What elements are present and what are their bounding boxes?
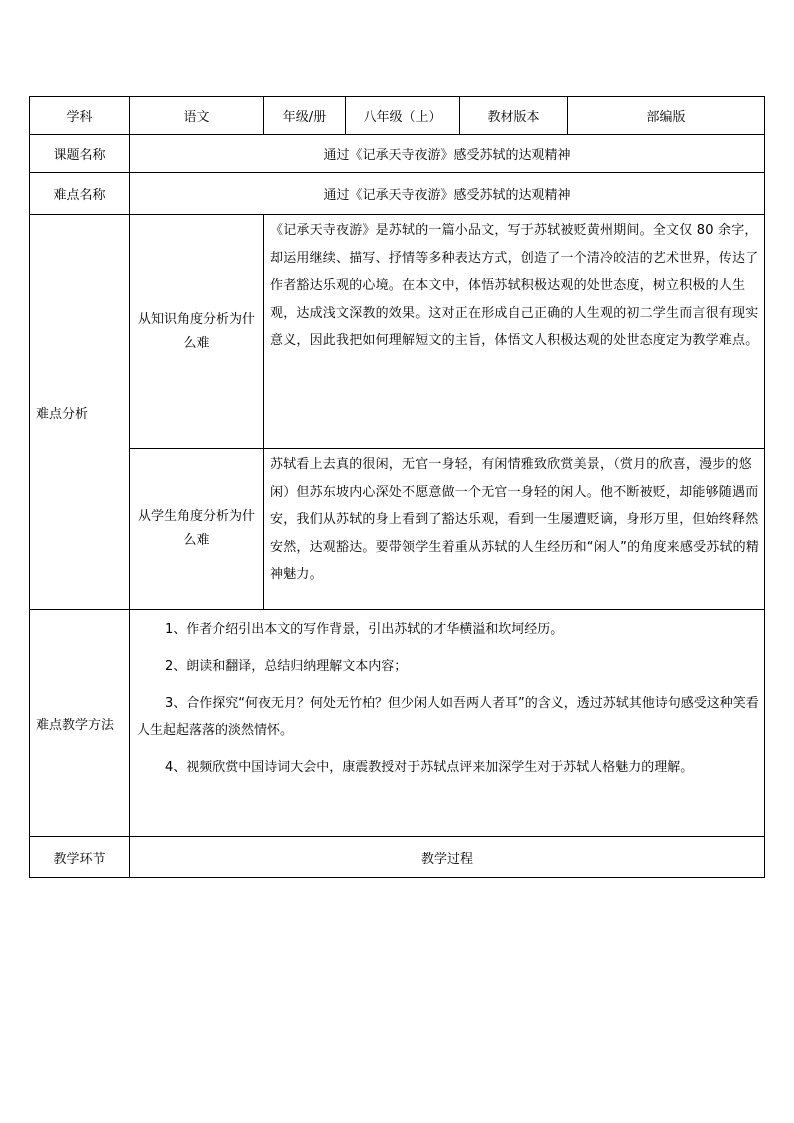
topic-label: 课题名称 [30,135,130,173]
lesson-design-table [29,96,765,878]
knowledge-angle-label: 从知识角度分析为什么难 [130,215,264,449]
process-row [30,837,765,878]
edition-label: 教材版本 [460,97,568,135]
knowledge-angle-text: 《记承天寺夜游》是苏轼的一篇小品文，写于苏轼被贬黄州期间。全文仅 80 余字，却运用继续、描写、抒情等多种表达方式，创造了一个清冷皎洁的艺术世界，传达了作者豁达乐观的心境。在本文中，体悟苏轼积极达观的处世态度，树立积极的人生观，达成浅文深教的效果。这对正在形成自己正确的人生观的初二学生而言很有现实意义，因此我把如何理解短文的主旨，体悟文人积极达观的处世态度定为教学难点。 [264,215,765,449]
analysis-label: 难点分析 [30,215,130,610]
process-label: 教学环节 [30,837,130,878]
analysis-student-row [30,449,765,610]
difficulty-label: 难点名称 [30,173,130,215]
method-item: 1、作者介绍引出本文的写作背景，引出苏轼的才华横溢和坎坷经历。 [165,622,564,637]
topic-value: 通过《记承天寺夜游》感受苏轼的达观精神 [130,135,765,173]
analysis-knowledge-row [30,215,765,449]
method-item: 2、朗读和翻译，总结归纳理解文本内容； [165,659,408,674]
methods-label: 难点教学方法 [30,610,130,837]
subject-label: 学科 [30,97,130,135]
grade-label: 年级/册 [264,97,346,135]
student-angle-text: 苏轼看上去真的很闲，无官一身轻，有闲情雅致欣赏美景，（赏月的欣喜，漫步的悠闲）但苏东坡内心深处不愿意做一个无官一身轻的闲人。他不断被贬，却能够随遇而安，我们从苏轼的身上看到了豁达乐观，看到一生屡遭贬谪，身形万里，但始终释然安然，达观豁达。要带领学生着重从苏轼的人生经历和“闲人”的角度来感受苏轼的精神魅力。 [264,449,765,610]
methods-list [130,610,765,837]
methods-row [30,610,765,837]
topic-row [30,135,765,173]
edition-value: 部编版 [568,97,765,135]
grade-value: 八年级（上） [346,97,460,135]
difficulty-row [30,173,765,215]
process-value: 教学过程 [130,837,765,878]
student-angle-label: 从学生角度分析为什么难 [130,449,264,610]
header-row [30,97,765,135]
subject-value: 语文 [130,97,264,135]
difficulty-value: 通过《记承天寺夜游》感受苏轼的达观精神 [130,173,765,215]
method-item: 3、合作探究“何夜无月？何处无竹柏？但少闲人如吾两人者耳”的含义，透过苏轼其他诗句感受这种笑看人生起起落落的淡然情怀。 [137,696,759,738]
method-item: 4、视频欣赏中国诗词大会中，康震教授对于苏轼点评来加深学生对于苏轼人格魅力的理解。 [165,760,694,775]
